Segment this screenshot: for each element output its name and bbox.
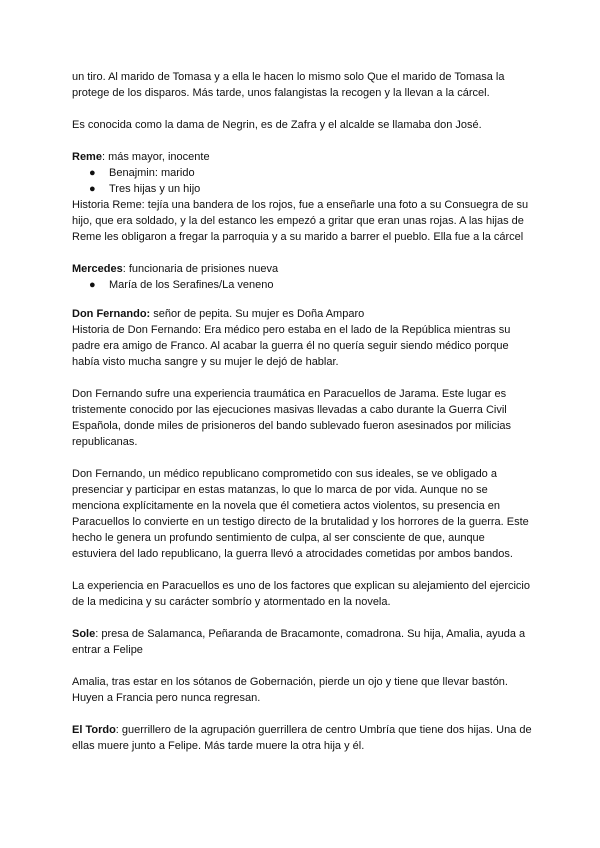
list-item-text: Tres hijas y un hijo bbox=[109, 183, 201, 195]
reme-heading bbox=[72, 149, 532, 165]
intro-paragraph: un tiro. Al marido de Tomasa y a ella le hacen lo mismo solo Que el marido de Tomasa la protege de los disparos. Más tarde, unos falangistas la recogen y la llevan a la cárcel. bbox=[72, 71, 505, 99]
fernando-heading bbox=[72, 306, 532, 322]
amalia-paragraph: Amalia, tras estar en los sótanos de Gobernación, pierde un ojo y tiene que llevar bastón. Huyen a Francia pero nunca regresan. bbox=[72, 676, 508, 704]
fernando-paracuellos-paragraph: Don Fernando sufre una experiencia traumática en Paracuellos de Jarama. Este lugar es tristemente conocido por las ejecuciones masivas llevadas a cabo durante la Guerra Civil Española, donde miles de prisioneros del bando sublevado fueron asesinados por milicias republicanas. bbox=[72, 388, 512, 448]
reme-desc: : más mayor, inocente bbox=[101, 151, 210, 163]
mercedes-list bbox=[72, 277, 532, 293]
tordo-name: El Tordo bbox=[72, 724, 116, 736]
mercedes-name: Mercedes bbox=[72, 263, 123, 275]
bullet-icon: ● bbox=[89, 183, 96, 195]
fernando-history: Historia de Don Fernando: Era médico pero estaba en el lado de la República mientras su padre era amigo de Franco. Al acabar la guerra él no quería seguir siendo médico porque había visto mucha sangre y su mujer le dejó de hablar. bbox=[72, 324, 511, 368]
tordo-heading bbox=[72, 722, 532, 754]
sole-desc: : presa de Salamanca, Peñaranda de Bracamonte, comadrona. Su hija, Amalia, ayuda a entrar a Felipe bbox=[72, 628, 526, 656]
reme-name: Reme bbox=[72, 151, 102, 163]
fernando-witness-paragraph: Don Fernando, un médico republicano comprometido con sus ideales, se ve obligado a presenciar y participar en estas matanzas, lo que lo marca de por vida. Aunque no se menciona explícitamente en la novela que él cometiera actos violentos, su presencia en Paracuellos lo convierte en un testigo directo de la brutalidad y los horrores de la guerra. Este hecho le genera un profundo sentimiento de culpa, al ser consciente de que, aunque estuviera del lado republicano, la guerra llevó a atrocidades cometidas por ambos bandos. bbox=[72, 468, 529, 560]
intro-paragraph-dama: Es conocida como la dama de Negrin, es de Zafra y el alcalde se llamaba don José. bbox=[72, 119, 482, 131]
fernando-conclusion-paragraph: La experiencia en Paracuellos es uno de los factores que explican su alejamiento del ejercicio de la medicina y su carácter sombrío y atormentado en la novela. bbox=[72, 580, 530, 608]
list-item-text: María de los Serafines/La veneno bbox=[109, 279, 274, 291]
list-item bbox=[72, 165, 532, 181]
list-item-text: Benajmin: marido bbox=[109, 167, 195, 179]
fernando-desc: señor de pepita. Su mujer es Doña Amparo bbox=[150, 308, 365, 320]
fernando-name: Don Fernando: bbox=[72, 308, 151, 320]
reme-history: Historia Reme: tejía una bandera de los rojos, fue a enseñarle una foto a su Consuegra de su hijo, que era soldado, y la del estanco les empezó a gritar que eran unas rojas. A las hijas de Reme les obligaron a fregar la parroquia y a su marido a barrer el pueblo. Ella fue a la cárcel bbox=[72, 199, 529, 243]
bullet-icon: ● bbox=[89, 279, 96, 291]
bullet-icon: ● bbox=[89, 167, 96, 179]
document-body bbox=[72, 69, 532, 754]
reme-list bbox=[72, 165, 532, 197]
sole-name: Sole bbox=[72, 628, 96, 640]
list-item bbox=[72, 181, 532, 197]
tordo-desc: : guerrillero de la agrupación guerrillera de centro Umbría que tiene dos hijas. Una de ellas muere junto a Felipe. Más tarde muere la otra hija y él. bbox=[72, 724, 532, 752]
list-item bbox=[72, 277, 532, 293]
sole-heading bbox=[72, 626, 532, 658]
mercedes-heading bbox=[72, 261, 532, 277]
mercedes-desc: : funcionaria de prisiones nueva bbox=[122, 263, 279, 275]
